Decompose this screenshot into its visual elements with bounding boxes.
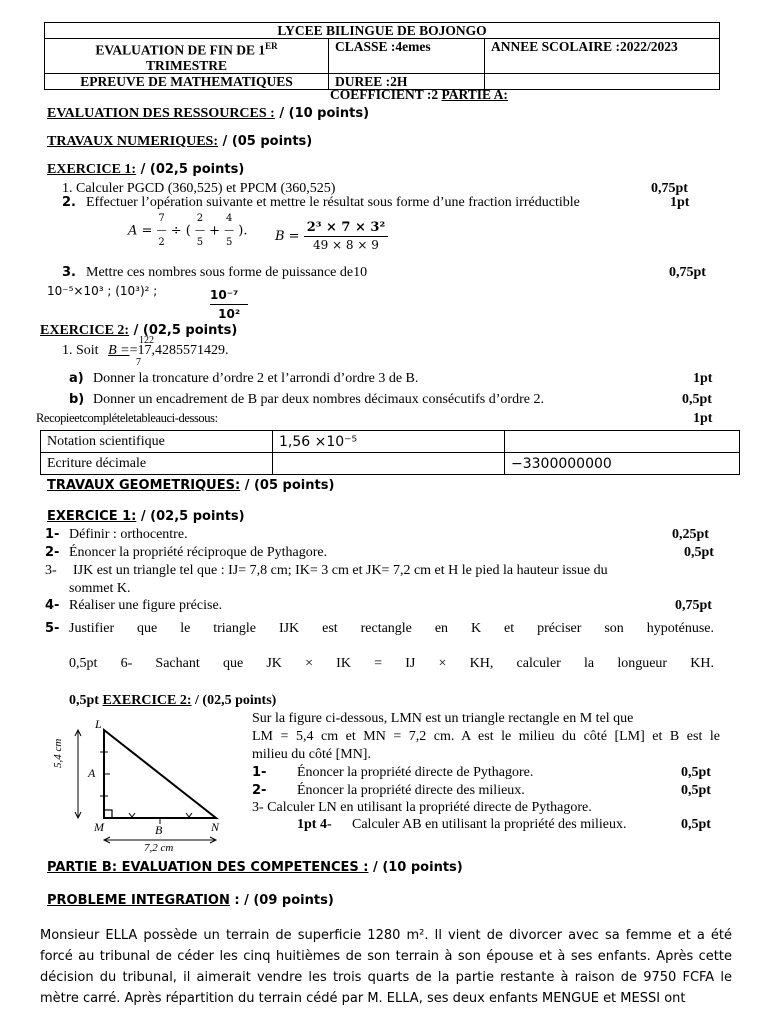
ex1-title: EXERCICE 1: — [47, 162, 137, 177]
formula-a-close: ) — [238, 223, 244, 239]
school-name: LYCEE BILINGUE DE BOJONGO — [45, 23, 720, 39]
ex2-b-question: Donner un encadrement de B par deux nombres décimaux consécutifs d’ordre 2. — [93, 392, 544, 407]
ex2-q2-points: 0,5pt — [681, 783, 711, 798]
f1-num: 7 — [158, 213, 165, 224]
part-b-heading — [47, 860, 463, 875]
travaux-num-pts: / (05 points) — [218, 134, 313, 149]
ex2-b-points: 0,5pt — [682, 392, 712, 407]
geo-q5: Justifier que le triangle IJK est rectangle en K et préciser son hypoténuse. — [69, 621, 714, 636]
geo-ex2-prefix: 0,5pt — [69, 693, 103, 708]
table-cell — [273, 453, 505, 475]
geo-pts: / (05 points) — [240, 478, 335, 493]
formula-a-dot: . — [243, 223, 248, 239]
ex2-soit: 1. Soit — [62, 343, 99, 358]
table-row — [41, 453, 740, 475]
geo-title: TRAVAUX GEOMETRIQUES: — [47, 478, 241, 493]
table-cell: Ecriture décimale — [41, 453, 273, 475]
geo-ex1-heading — [47, 509, 245, 524]
ex1-q2: Effectuer l’opération suivante et mettre le résultat sous forme d’une fraction irréductible — [86, 195, 580, 210]
formula-b-num: 2³ × 7 × 3² — [304, 219, 388, 237]
ex2-q1-number: 1- — [252, 765, 267, 780]
fraction-4-5: 4 — 5 — [224, 213, 235, 248]
geo-ex2-title: EXERCICE 2: — [102, 693, 192, 708]
geo-q3-number: 3- — [45, 563, 57, 578]
table-cell: −3300000000 — [505, 453, 740, 475]
geo-q4-points: 0,75pt — [675, 598, 712, 613]
ex2-text-line1: Sur la figure ci-dessous, LMN est un triangle rectangle en M tel que — [252, 711, 634, 726]
label-mn-length: 7,2 cm — [144, 842, 174, 854]
empty-cell — [485, 73, 720, 89]
travaux-num-title: TRAVAUX NUMERIQUES: — [47, 134, 219, 149]
label-n: N — [211, 820, 220, 834]
geo-q5-number: 5- — [45, 621, 60, 636]
geo-q2-points: 0,5pt — [684, 545, 714, 560]
geo-q2-number: 2- — [45, 545, 60, 560]
geo-ex1-title: EXERCICE 1: — [47, 509, 137, 524]
geo-ex2-pts: / (02,5 points) — [191, 693, 277, 708]
ex1-q3-number: 3. — [62, 265, 76, 280]
ex2-a: Donner la troncature d’ordre 2 et l’arrondi d’ordre 3 de B. — [93, 371, 419, 386]
ex2-b: B = — [108, 343, 130, 358]
formula-b-lhs: B = — [275, 229, 300, 244]
geo-heading — [47, 478, 334, 493]
ex2-q2-number: 2- — [252, 783, 267, 798]
ex1-q3-points: 0,75pt — [669, 265, 706, 280]
power-frac-den: 10² — [218, 307, 241, 321]
ex2-q1: Énoncer la propriété directe de Pythagore. — [297, 765, 534, 780]
triangle-lmn — [104, 730, 216, 818]
ex2-b-den: 7 — [136, 357, 141, 368]
problem-heading — [47, 893, 334, 908]
ex2-q4-prefix: 1pt 4- — [297, 817, 332, 832]
geo-q1: Définir : orthocentre. — [69, 527, 188, 542]
right-angle-marker — [104, 810, 112, 818]
f2-num: 2 — [196, 213, 204, 224]
ex1-heading — [47, 162, 244, 178]
coefficient-line — [330, 87, 508, 103]
ex1-q3: Mettre ces nombres sous forme de puissance de10 — [86, 265, 368, 280]
tick-mn-right — [186, 813, 192, 817]
geo-q1-number: 1- — [45, 527, 60, 542]
f3-num: 4 — [225, 213, 233, 224]
label-l: L — [95, 717, 102, 731]
epreuve-cell: EPREUVE DE MATHEMATIQUES — [45, 73, 329, 89]
label-a: A — [88, 766, 96, 780]
partie-a-label: PARTIE A: — [441, 87, 508, 102]
ex2-b-value: =17,4285571429. — [129, 343, 229, 358]
ex2-a-points: 1pt — [693, 371, 713, 386]
table-row — [41, 431, 740, 453]
ex2-b-num: 122 — [139, 335, 154, 346]
label-b: B — [155, 823, 163, 837]
geo-q2: Énoncer la propriété réciproque de Pythagore. — [69, 545, 328, 560]
formula-a-op: ÷ ( — [170, 223, 191, 239]
ex2-q4-points: 0,5pt — [681, 817, 711, 832]
eval-title-cell — [45, 39, 329, 74]
label-lm-length: 5,4 cm — [52, 738, 64, 768]
ex2-text-line3: milieu du côté [MN]. — [252, 747, 371, 762]
travaux-num-heading — [47, 134, 312, 150]
ex2-q1-points: 0,5pt — [681, 765, 711, 780]
table-cell: 1,56 ×10⁻⁵ — [273, 431, 505, 453]
eval-sup: ER — [265, 41, 278, 51]
formula-b-den: 49 × 8 × 9 — [312, 238, 379, 252]
power-fraction — [210, 288, 248, 321]
problem-pts: : / (09 points) — [229, 893, 334, 908]
formula-b-fraction — [304, 219, 388, 254]
problem-title: PROBLEME INTEGRATION — [47, 893, 230, 908]
ex2-a-label: a) — [69, 371, 84, 386]
ex2-pts: / (02,5 points) — [129, 323, 238, 338]
tick-mn-left — [129, 813, 135, 817]
recopie-points: 1pt — [693, 411, 713, 426]
geo-q6: 0,5pt 6- Sachant que JK × IK = IJ × KH, calculer la longueur KH. — [69, 656, 714, 671]
part-b-title: PARTIE B: EVALUATION DES COMPETENCES : — [47, 860, 369, 875]
fraction-2-5: 2 — 5 — [194, 213, 205, 248]
table-cell: Notation scientifique — [41, 431, 273, 453]
ex2-q2: Énoncer la propriété directe des milieux. — [297, 783, 525, 798]
table-cell — [505, 431, 740, 453]
geo-ex2-heading — [69, 693, 276, 709]
ex1-q1: 1. Calculer PGCD (360,525) et PPCM (360,525) — [62, 181, 336, 196]
formula-a — [128, 213, 248, 249]
trimestre: TRIMESTRE — [145, 57, 228, 73]
geo-q1-points: 0,25pt — [672, 527, 709, 542]
ex2-title: EXERCICE 2: — [40, 323, 130, 338]
geo-ex1-pts: / (02,5 points) — [136, 509, 245, 524]
ex2-q3: 3- Calculer LN en utilisant la propriété directe de Pythagore. — [252, 800, 592, 815]
geo-q4: Réaliser une figure précise. — [69, 598, 223, 613]
formula-b — [275, 219, 388, 254]
part-a-heading — [47, 106, 369, 122]
ex1-pts: / (02,5 points) — [136, 162, 245, 177]
ex1-q2-number: 2. — [62, 195, 76, 210]
ex2-text-line2: LM = 5,4 cm et MN = 7,2 cm. A est le milieu du côté [LM] et B est le — [252, 729, 720, 744]
problem-paragraph: Monsieur ELLA possède un terrain de superficie 1280 m². Il vient de divorcer avec sa femme et a été forcé au tribunal de céder les cinq huitièmes de son terrain à son épouse et à ses enfants. Après cette décision du tribunal, il aimerait vendre les trois quarts de la partie restante à raison de 9750 FCFA le mètre carré. Après répartition du terrain cédé par M. ELLA, ses deux enfants MENGUE et MESSI ont — [40, 928, 732, 1006]
part-a-pts: / (10 points) — [274, 106, 370, 121]
f3-den: 5 — [225, 237, 233, 248]
annee-cell: ANNEE SCOLAIRE :2022/2023 — [485, 39, 720, 74]
power-frac-num: 10⁻⁷ — [210, 288, 248, 305]
f2-den: 5 — [196, 237, 204, 248]
fraction-7-2: 7 — 2 — [156, 213, 167, 248]
geo-q3-line1: IJK est un triangle tel que : IJ= 7,8 cm; IK= 3 cm et JK= 7,2 cm et H le pied la hauteur issue du — [73, 563, 608, 578]
part-a-title: EVALUATION DES RESSOURCES : — [47, 106, 275, 121]
ex2-q4: Calculer AB en utilisant la propriété des milieux. — [352, 817, 627, 832]
duree-cell: DUREE :2H — [329, 73, 485, 89]
part-b-pts: / (10 points) — [368, 860, 463, 875]
geo-q3-line2: sommet K. — [69, 581, 131, 596]
ex1-q1-points: 0,75pt — [651, 181, 688, 196]
coefficient: COEFFICIENT :2 — [330, 87, 439, 102]
powers-line: 10⁻⁵×10³ ; (10³)² ; — [47, 284, 158, 298]
classe-cell: CLASSE :4emes — [329, 39, 485, 74]
recopie-instruction: Recopieetcomplételetableauci-dessous: — [36, 411, 218, 425]
label-m: M — [94, 820, 104, 834]
header-table — [44, 22, 720, 90]
geo-q4-number: 4- — [45, 598, 60, 613]
ex2-b-label: b) — [69, 392, 85, 407]
conversion-table — [40, 430, 740, 475]
formula-a-plus: + — [209, 223, 220, 239]
f1-den: 2 — [158, 237, 165, 248]
ex1-q2-points: 1pt — [670, 195, 690, 210]
formula-a-lhs: A = — [128, 223, 153, 239]
eval-title: EVALUATION DE FIN DE 1 — [95, 42, 266, 58]
